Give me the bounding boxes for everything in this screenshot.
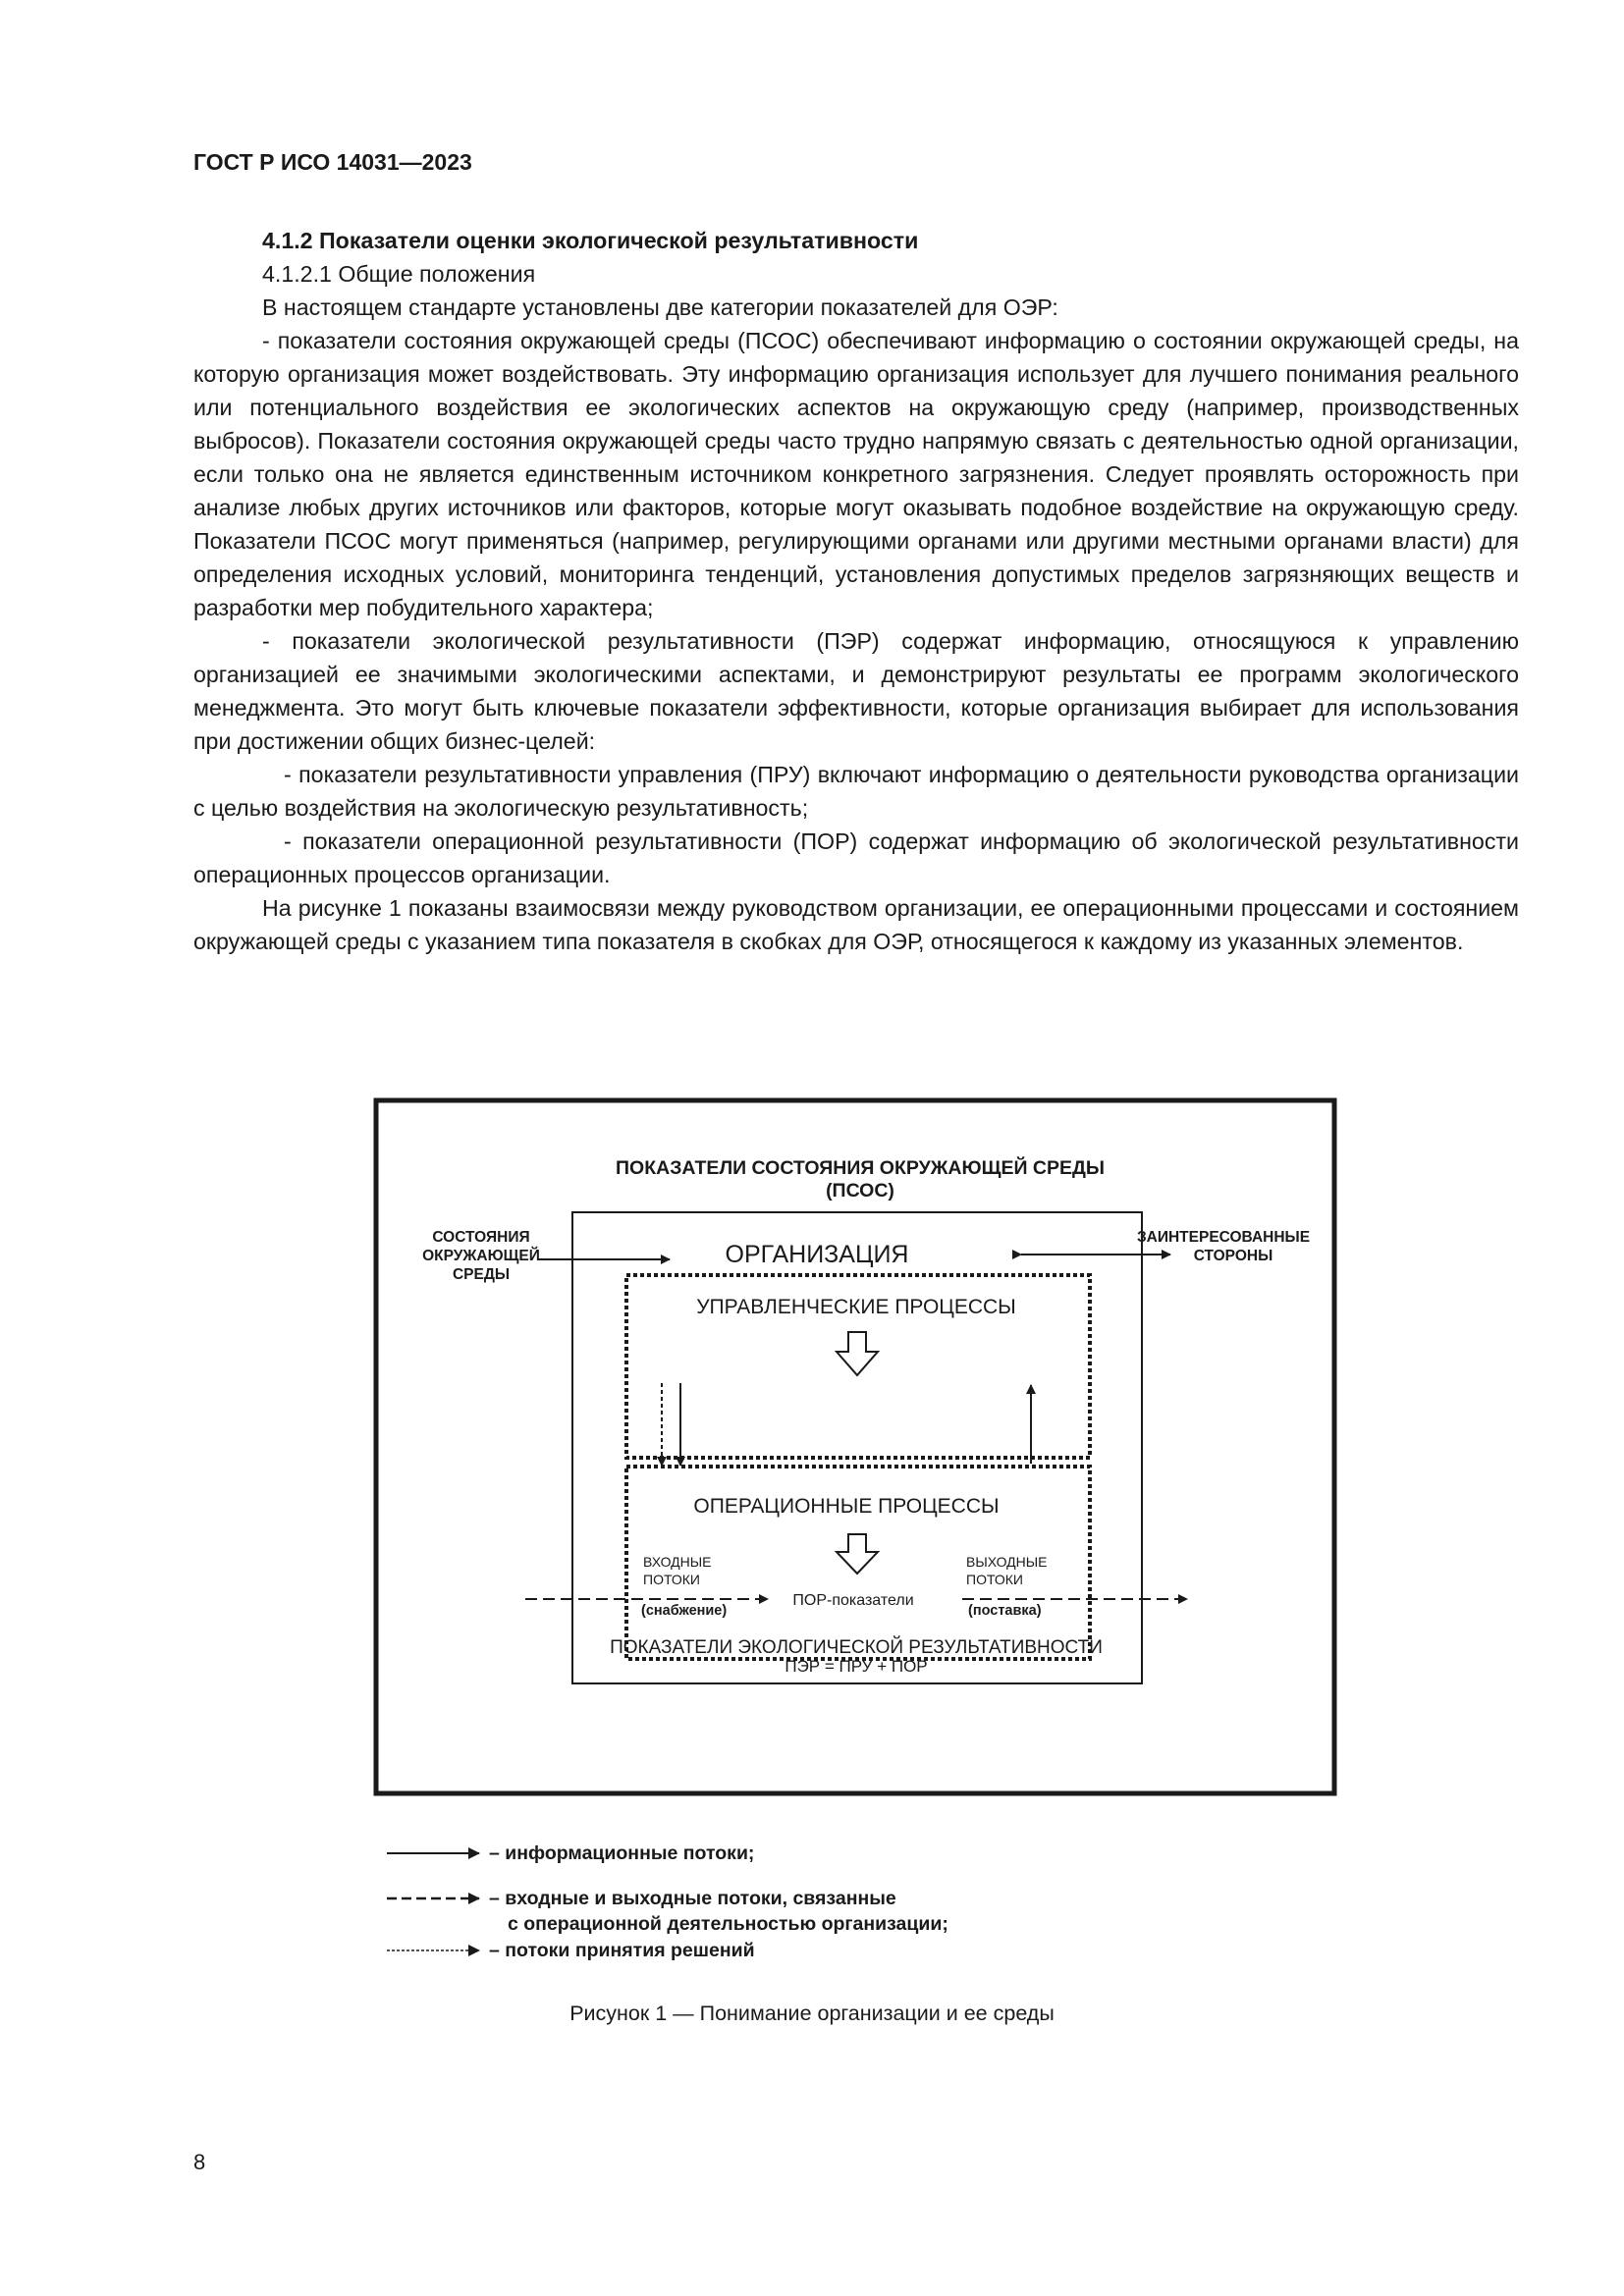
per-label-1: ПОКАЗАТЕЛИ ЭКОЛОГИЧЕСКОЙ РЕЗУЛЬТАТИВНОСТИ	[610, 1637, 1103, 1658]
stakeholders-label-1: ЗАИНТЕРЕСОВАННЫЕ	[1136, 1229, 1311, 1246]
down-hollow-arrow-icon	[837, 1332, 878, 1375]
section-subheading: 4.1.2.1 Общие положения	[262, 261, 536, 287]
outer-frame	[376, 1100, 1334, 1793]
stakeholders-label-2: СТОРОНЫ	[1193, 1248, 1273, 1264]
legend-info-text: – информационные потоки;	[489, 1842, 755, 1864]
section-heading: 4.1.2 Показатели оценки экологической результативности	[262, 228, 919, 253]
paragraph: - показатели результативности управления (ПРУ) включают информацию о деятельности руководства организации с целью воздействия на экологическую результативность;	[193, 762, 1519, 821]
diagram-svg	[373, 1091, 1337, 1797]
paragraph: - показатели операционной результативности (ПОР) содержат информацию об экологической результативности операционных процессов организации.	[193, 828, 1519, 887]
legend-io-text-2: с операционной деятельностью организации;	[508, 1913, 948, 1935]
legend-decision-text: – потоки принятия решений	[489, 1940, 755, 1961]
outputs-label-1: ВЫХОДНЫЕ	[966, 1554, 1048, 1570]
down-hollow-arrow-icon	[837, 1534, 878, 1574]
figure-caption: Рисунок 1 — Понимание организации и ее среды	[569, 2002, 1055, 2025]
paragraph: На рисунке 1 показаны взаимосвязи между руководством организации, ее операционными процессами и состоянием окружающей среды с указанием типа показателя в скобках для ОЭР, относящегося к каждому из указанных элементов.	[193, 895, 1519, 954]
env-state-label-1: СОСТОЯНИЯ	[432, 1229, 530, 1246]
management-label: УПРАВЛЕНЧЕСКИЕ ПРОЦЕССЫ	[696, 1296, 1016, 1318]
paragraph: - показатели состояния окружающей среды (ПСОС) обеспечивают информацию о состоянии окружающей среды, на которую организация может воздействовать. Эту информацию организация использует для лучшего понимания реального или потенциального воздействия ее экологических аспектов на окружающую среду (например, производственных выбросов). Показатели состояния окружающей среды часто трудно напрямую связать с деятельностью одной организации, если только она не является единственным источником конкретного загрязнения. Следует проявлять осторожность при анализе любых других источников или факторов, которые могут оказывать подобное воздействие на окружающую среду. Показатели ПСОС могут применяться (например, регулирующими органами или другими местными органами власти) для определения исходных условий, мониторинга тенденций, установления допустимых пределов загрязняющих веществ и разработки мер побудительного характера;	[193, 328, 1519, 620]
section-body	[193, 224, 1519, 958]
paragraph: В настоящем стандарте установлены две категории показателей для ОЭР:	[262, 294, 1058, 320]
per-label-2: ПЭР = ПРУ + ПОР	[785, 1657, 928, 1676]
env-state-label-2: ОКРУЖАЮЩЕЙ	[422, 1248, 540, 1264]
operations-label: ОПЕРАЦИОННЫЕ ПРОЦЕССЫ	[693, 1495, 1000, 1518]
figure-legend	[383, 1832, 1070, 1969]
outputs-label-2: ПОТОКИ	[966, 1572, 1023, 1587]
psos-title-line2: (ПСОС)	[826, 1180, 894, 1201]
inputs-label-2: ПОТОКИ	[643, 1572, 700, 1587]
outputs-note: (поставка)	[968, 1603, 1042, 1619]
page-number: 8	[193, 2150, 206, 2174]
paragraph: - показатели экологической результативности (ПЭР) содержат информацию, относящуюся к управлению организацией ее значимыми экологическими аспектами, и демонстрируют результаты ее программ экологического менеджмента. Это могут быть ключевые показатели эффективности, которые организация выбирает для использования при достижении общих бизнес-целей:	[193, 628, 1519, 754]
document-header: ГОСТ Р ИСО 14031—2023	[193, 149, 472, 175]
organization-label: ОРГАНИЗАЦИЯ	[725, 1241, 909, 1268]
env-state-label-3: СРЕДЫ	[452, 1266, 511, 1283]
por-label: ПОР-показатели	[792, 1592, 914, 1609]
psos-title-line1: ПОКАЗАТЕЛИ СОСТОЯНИЯ ОКРУЖАЮЩЕЙ СРЕДЫ	[616, 1157, 1105, 1179]
figure-diagram	[373, 1091, 1337, 1797]
inputs-label-1: ВХОДНЫЕ	[643, 1554, 712, 1570]
inputs-note: (снабжение)	[641, 1603, 728, 1619]
legend-io-text-1: – входные и выходные потоки, связанные	[489, 1888, 896, 1909]
